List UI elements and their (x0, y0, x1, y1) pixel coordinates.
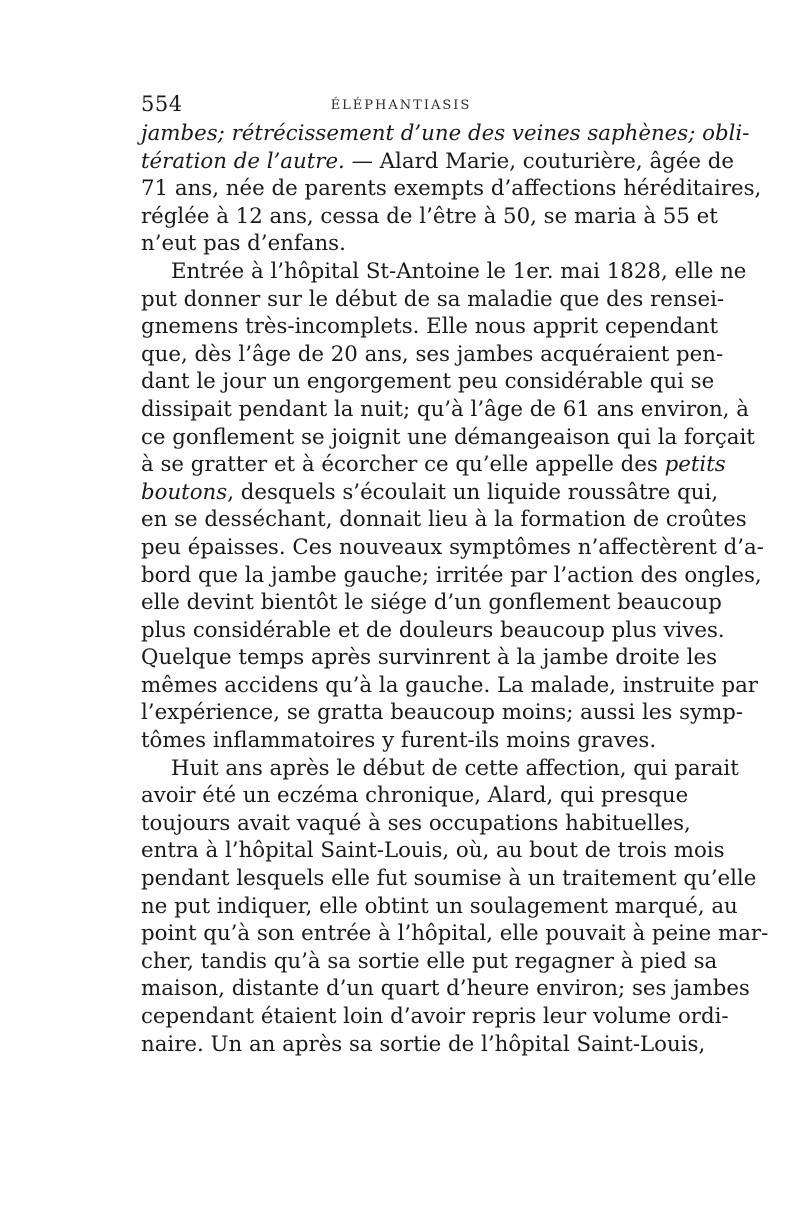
text-line (141, 286, 725, 314)
text-segment: à se gratter et à écorcher ce qu’elle appelle des (141, 452, 665, 478)
text-segment: 71 ans, née de parents exempts d’affections héréditaires, (141, 176, 762, 202)
text-line (141, 617, 725, 645)
text-line (141, 672, 758, 700)
text-line (141, 230, 661, 258)
text-line (141, 396, 749, 424)
text-segment: put donner sur le début de sa maladie que des rensei- (141, 286, 725, 312)
text-segment: peu épaisses. Ces nouveaux symptômes n’affectèrent d’a- (141, 534, 764, 560)
text-segment: pendant lesquels elle fut soumise à un traitement qu’elle (141, 866, 757, 892)
text-line (141, 562, 762, 590)
text-segment: , desquels s’écoulait un liquide roussâtre qui, (227, 479, 719, 505)
text-segment: mêmes accidens qu’à la gauche. La malade, instruite par (141, 672, 758, 698)
text-line (141, 727, 661, 755)
text-segment: gnemens très-incomplets. Elle nous apprit cependant (141, 314, 719, 340)
text-segment: maison, distante d’un quart d’heure environ; ses jambes (141, 976, 750, 1002)
text-line (141, 589, 722, 617)
text-line (141, 920, 769, 948)
body-text (141, 120, 769, 1058)
text-segment: que, dès l’âge de 20 ans, ses jambes acquéraient pen- (141, 341, 724, 367)
text-line (141, 479, 719, 507)
text-segment: n’eut pas d’enfans. (141, 231, 346, 257)
text-line (141, 893, 738, 921)
text-line (141, 120, 750, 148)
text-line (141, 534, 764, 562)
text-line (141, 1003, 729, 1031)
paragraph (141, 755, 769, 1059)
text-segment: elle devint bientôt le siége d’un gonflement beaucoup (141, 590, 722, 616)
text-segment: Huit ans après le début de cette affection, qui parait (171, 755, 739, 781)
text-segment: tômes inflammatoires y furent-ils moins graves. (141, 728, 657, 754)
text-line (141, 203, 718, 231)
text-line (141, 1031, 706, 1059)
text-line (141, 755, 739, 783)
italic-text: tération de l’autre. (141, 148, 345, 174)
text-line (141, 782, 689, 810)
text-segment: Quelque temps après survinrent à la jambe droite les (141, 645, 717, 671)
text-line (141, 148, 734, 176)
text-segment: dissipait pendant la nuit; qu’à l’âge de 61 ans environ, à (141, 396, 749, 422)
page-header (141, 86, 661, 122)
text-line (141, 810, 691, 838)
text-line (141, 837, 725, 865)
text-line (141, 313, 719, 341)
text-segment: ne put indiquer, elle obtint un soulagement marqué, au (141, 893, 738, 919)
text-segment: avoir été un eczéma chronique, Alard, qui presque (141, 783, 689, 809)
text-line (141, 341, 724, 369)
text-line (141, 258, 747, 286)
text-segment: bord que la jambe gauche; irritée par l’action des ongles, (141, 562, 762, 588)
text-segment: entra à l’hôpital Saint-Louis, où, au bout de trois mois (141, 838, 725, 864)
text-line (141, 865, 757, 893)
paragraph (141, 120, 762, 258)
text-segment: cher, tandis qu’à sa sortie elle put regagner à pied sa (141, 948, 718, 974)
text-line (141, 451, 726, 479)
text-line (141, 175, 762, 203)
text-segment: dant le jour un engorgement peu considérable qui se (141, 369, 715, 395)
text-segment: cependant étaient loin d’avoir repris leur volume ordi- (141, 1004, 729, 1029)
text-segment: point qu’à son entrée à l’hôpital, elle pouvait à peine mar- (141, 921, 769, 947)
text-segment: plus considérable et de douleurs beaucoup plus vives. (141, 617, 725, 643)
text-line (141, 506, 747, 534)
text-segment: toujours avait vaqué à ses occupations habituelles, (141, 810, 691, 836)
text-segment: ce gonflement se joignit une démangeaison qui la forçait (141, 424, 755, 450)
page-number: 554 (141, 92, 183, 116)
paragraph (141, 258, 764, 755)
text-segment: Entrée à l’hôpital St-Antoine le 1er. mai 1828, elle ne (171, 258, 747, 284)
running-head: ÉLÉPHANTIASIS (330, 98, 472, 113)
text-line (141, 424, 755, 452)
text-line (141, 644, 717, 672)
text-segment: — Alard Marie, couturière, âgée de (344, 148, 734, 174)
italic-text: petits (664, 452, 726, 478)
text-segment: naire. Un an après sa sortie de l’hôpital Saint-Louis, (141, 1031, 706, 1057)
text-line (141, 975, 750, 1003)
text-line (141, 368, 715, 396)
text-segment: l’expérience, se gratta beaucoup moins; aussi les symp- (141, 700, 744, 726)
italic-text: jambes; rétrécissement d’une des veines saphènes; obli- (141, 121, 750, 146)
text-segment: en se desséchant, donnait lieu à la formation de croûtes (141, 507, 747, 533)
italic-text: boutons (141, 479, 228, 505)
text-line (141, 948, 718, 976)
text-line (141, 699, 744, 727)
text-segment: réglée à 12 ans, cessa de l’être à 50, se maria à 55 et (141, 203, 718, 229)
